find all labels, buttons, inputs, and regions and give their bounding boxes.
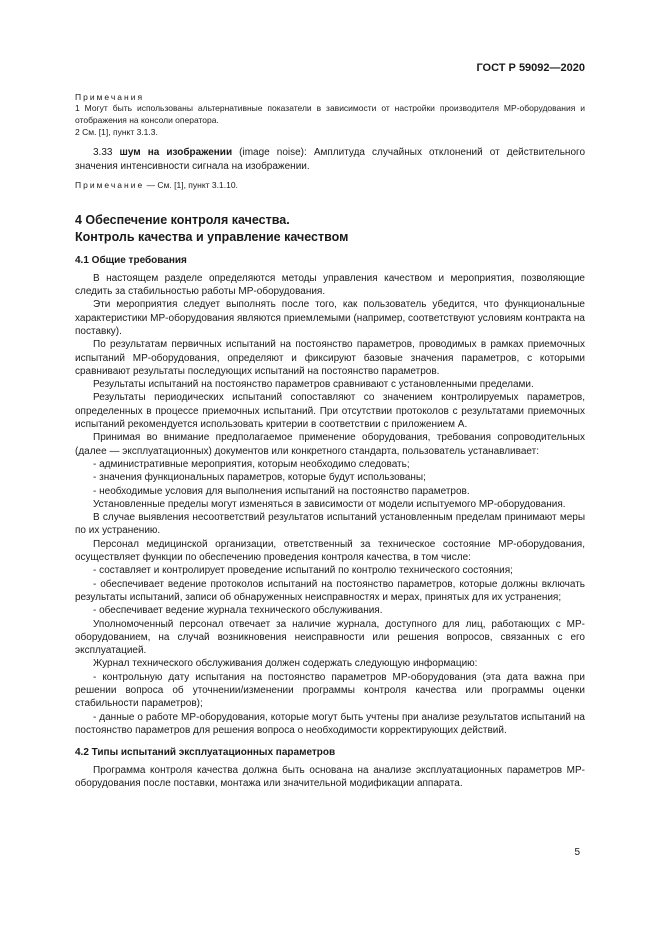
notes-title: Примечания — [75, 92, 145, 102]
paragraph: В случае выявления несоответствий результатов испытаний установленным пределам принимают меры по их устранению. — [75, 512, 585, 537]
term-name: шум на изображении — [119, 147, 233, 159]
subsection-4-2-body — [75, 764, 585, 791]
paragraph: Эти мероприятия следует выполнять после того, как пользователь убедится, что функциональные характеристики МР-оборудования являются приемлемыми (например, соответствуют условиям контракта на поставку). — [75, 299, 585, 337]
paragraph: Программа контроля качества должна быть основана на анализе эксплуатационных параметров МР-оборудования после поставки, монтажа или значительной модификации аппарата. — [75, 765, 585, 790]
list-item: - обеспечивает ведение протоколов испытаний на постоянство параметров, которые должны включать результаты испытаний, записи об обнаруженных неисправностях и мерах, принятых для их устранения; — [75, 578, 585, 603]
subsection-title: 4.2 Типы испытаний эксплуатационных параметров — [75, 747, 336, 759]
paragraph: Принимая во внимание предполагаемое применение оборудования, требования сопроводительных (далее — эксплуатационных) документов или конкретного стандарта, пользователь устанавливает: — [75, 432, 585, 457]
section-title-line-1: 4 Обеспечение контроля качества. — [75, 212, 290, 227]
subsection-4-1-body — [75, 272, 585, 737]
paragraph: Результаты периодических испытаний сопоставляют со значением контролируемых параметров, определенных в процессе приемочных испытаний. При отсутствии протоколов с результатами приемочных испытаний рекомендуется использовать критерии в соответствии с приложением А. — [75, 392, 585, 431]
list-item: - административные мероприятия, которым необходимо следовать; — [93, 458, 410, 470]
paragraph: Журнал технического обслуживания должен содержать следующую информацию: — [93, 658, 478, 670]
note-item: 1 Могут быть использованы альтернативные показатели в зависимости от настройки производителя МР-оборудования и отображения на консоли оператора. — [75, 103, 585, 125]
section-title — [75, 212, 585, 246]
paragraph: По результатам первичных испытаний на постоянство параметров, проводимых в рамках приемочных испытаний МР-оборудования, определяют и фиксируют базовые значения параметров, с которыми сравнивают результаты последующих испытаний на постоянство параметров. — [75, 339, 585, 377]
term-definition: (image noise): Амплитуда случайных отклонений от действительного значения интенсивности сигнала на изображении. — [75, 147, 586, 172]
page-content — [75, 91, 585, 791]
page-number: 5 — [574, 847, 580, 858]
term-note-text: — См. [1], пункт 3.1.10. — [144, 179, 238, 190]
list-item: - контрольную дату испытания на постоянство параметров МР-оборудования (эта дата важна при решении вопроса об уточнении/изменении программы контроля качества или программы оценки стабильности параметров); — [75, 671, 585, 710]
subsection-title: 4.1 Общие требования — [75, 254, 187, 266]
note-item: 2 См. [1], пункт 3.1.3. — [75, 126, 158, 137]
list-item: - составляет и контролирует проведение испытаний по контролю технического состояния; — [93, 565, 513, 577]
list-item: - обеспечивает ведение журнала технического обслуживания. — [93, 605, 383, 617]
paragraph: Персонал медицинской организации, ответственный за техническое состояние МР-оборудования, осуществляет функции по обеспечению проведения контроля качества, в том числе: — [75, 538, 585, 564]
list-item: - данные о работе МР-оборудования, которые могут быть учтены при анализе результатов испытаний на постоянство параметров для решения вопроса о необходимости корректирующих действий. — [75, 711, 585, 736]
list-item: - необходимые условия для выполнения испытаний на постоянство параметров. — [93, 485, 470, 497]
term-note — [75, 180, 585, 192]
term-note-label: Примечание — [75, 179, 145, 190]
paragraph: Уполномоченный персонал отвечает за наличие журнала, доступного для лиц, работающих с МР-оборудованием, на случай возникновения неисправности или решения вопросов, связанных с его эксплуатацией. — [75, 618, 585, 657]
section-title-line-2: Контроль качества и управление качеством — [75, 229, 349, 244]
term-entry — [75, 146, 585, 173]
list-item: - значения функциональных параметров, которые будут использованы; — [93, 472, 426, 484]
paragraph: В настоящем разделе определяются методы управления качеством и мероприятия, позволяющие следить за стабильностью работы МР-оборудования. — [75, 272, 585, 298]
term-number: 3.33 — [93, 147, 113, 159]
paragraph: Установленные пределы могут изменяться в зависимости от модели испытуемого МР-оборудования. — [93, 498, 566, 510]
standard-code: ГОСТ Р 59092—2020 — [476, 62, 585, 74]
paragraph: Результаты испытаний на постоянство параметров сравнивают с установленными пределами. — [93, 379, 534, 391]
